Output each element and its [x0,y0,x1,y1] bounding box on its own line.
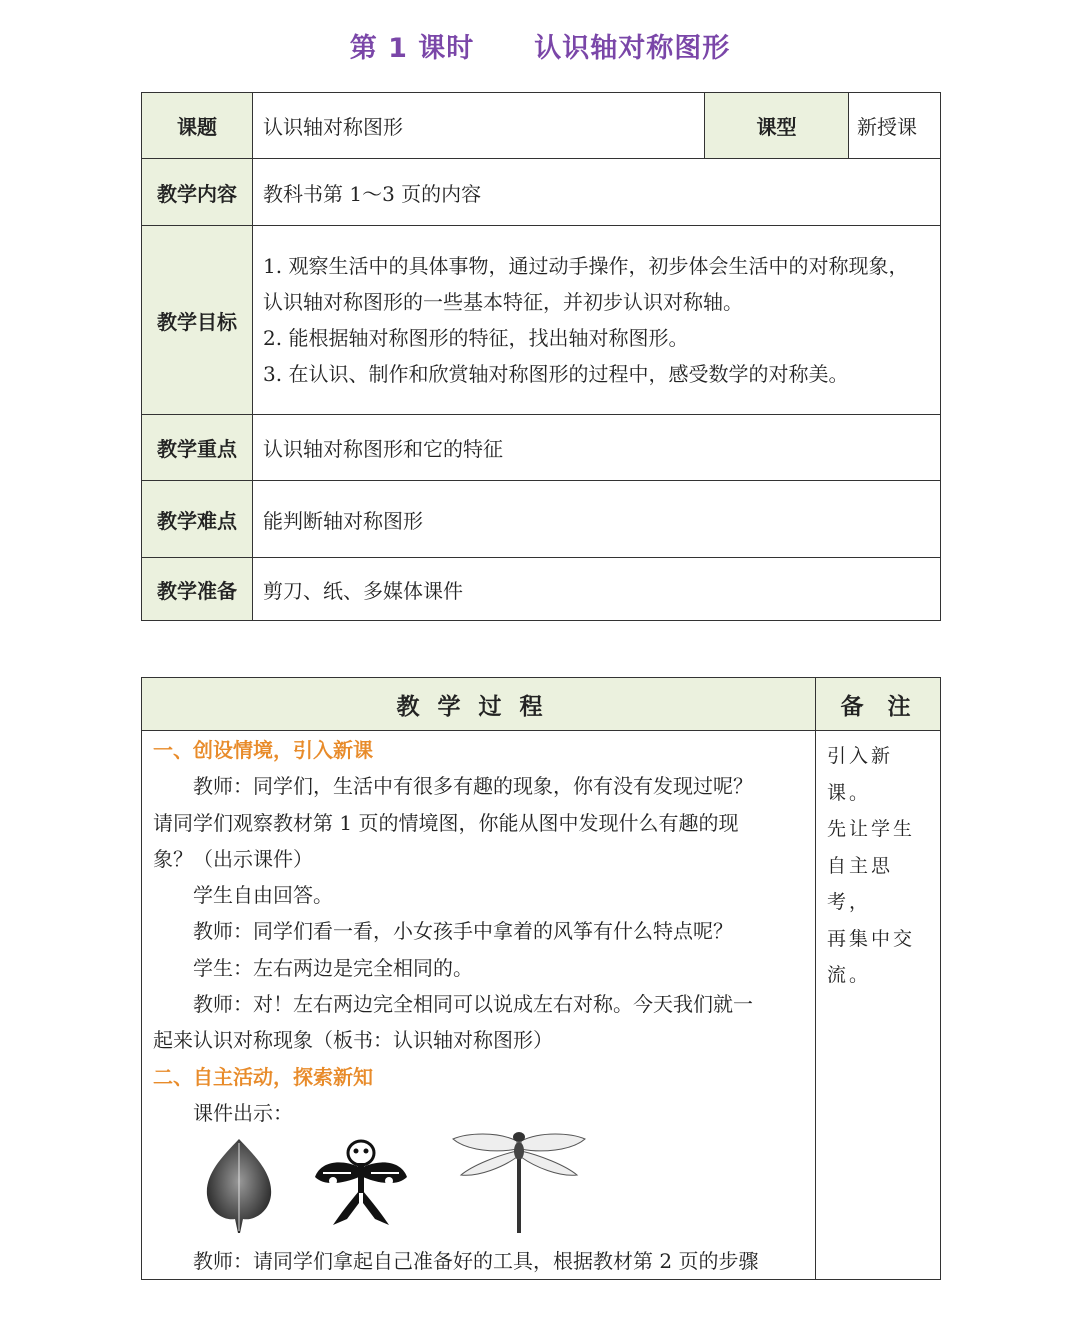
content-label: 教学内容 [142,159,253,226]
process-line: 学生：左右两边是完全相同的。 [193,955,473,980]
prep-value: 剪刀、纸、多媒体课件 [253,558,941,621]
kite-image [311,1133,411,1239]
process-line: 课件出示： [193,1100,293,1125]
prep-label: 教学准备 [142,558,253,621]
leaf-image [199,1133,279,1239]
note-line: 再集中交 [827,927,916,950]
process-line: 教师：同学们看一看，小女孩手中拿着的风筝有什么特点呢？ [193,919,733,944]
process-line: 请同学们观察教材第 1 页的情境图，你能从图中发现什么有趣的现 [153,810,739,835]
note-line: 流。 [827,964,872,986]
courseware-pictures [153,1133,804,1239]
process-header-row [142,678,941,731]
section-heading-2: 二、自主活动，探索新知 [153,1064,373,1089]
difficulty-value: 能判断轴对称图形 [253,481,941,558]
type-value: 新授课 [849,93,941,159]
key-value: 认识轴对称图形和它的特征 [253,415,941,481]
dragonfly-image [449,1129,589,1235]
key-label: 教学重点 [142,415,253,481]
goal-line: 3. 在认识、制作和欣赏轴对称图形的过程中，感受数学的对称美。 [263,362,849,386]
goal-line: 1. 观察生活中的具体事物，通过动手操作，初步体会生活中的对称现象， [263,254,909,278]
process-line: 起来认识对称现象（板书：认识轴对称图形） [153,1028,553,1053]
process-content [143,732,814,1278]
process-body-cell [142,731,816,1280]
process-line: 教师：请同学们拿起自己准备好的工具，根据教材第 2 页的步骤 [193,1249,759,1274]
note-content [817,732,939,994]
prep-row [142,558,941,621]
type-label: 课型 [705,93,849,159]
topic-value: 认识轴对称图形 [253,93,705,159]
content-value: 教科书第 1～3 页的内容 [253,159,941,226]
lesson-info-table [141,92,941,621]
note-cell [816,731,941,1280]
goal-line: 认识轴对称图形的一些基本特征，并初步认识对称轴。 [263,290,743,314]
goals-row [142,226,941,415]
goals-label: 教学目标 [142,226,253,415]
page-title [0,26,1080,65]
process-line: 教师：同学们，生活中有很多有趣的现象，你有没有发现过呢？ [193,774,753,799]
process-line: 学生自由回答。 [193,883,333,908]
difficulty-label: 教学难点 [142,481,253,558]
process-line: 教师：对！左右两边完全相同可以说成左右对称。今天我们就一 [193,992,753,1017]
note-line: 先让学生 [827,818,916,840]
topic-label: 课题 [142,93,253,159]
key-row [142,415,941,481]
goals-value [253,226,941,415]
lesson-number: 第 1 课时 [349,33,475,64]
difficulty-row [142,481,941,558]
note-header: 备注 [816,678,941,731]
process-table [141,677,941,1280]
process-body-row [142,731,941,1280]
process-header: 教学过程 [142,678,816,731]
note-line: 自主思考， [827,854,894,913]
section-heading-1: 一、创设情境，引入新课 [153,738,373,762]
note-line: 引入新课。 [827,745,894,804]
goal-line: 2. 能根据轴对称图形的特征，找出轴对称图形。 [263,326,689,350]
lesson-name: 认识轴对称图形 [534,33,731,64]
topic-row [142,93,941,159]
content-row [142,159,941,226]
process-line: 象？（出示课件） [153,846,313,871]
